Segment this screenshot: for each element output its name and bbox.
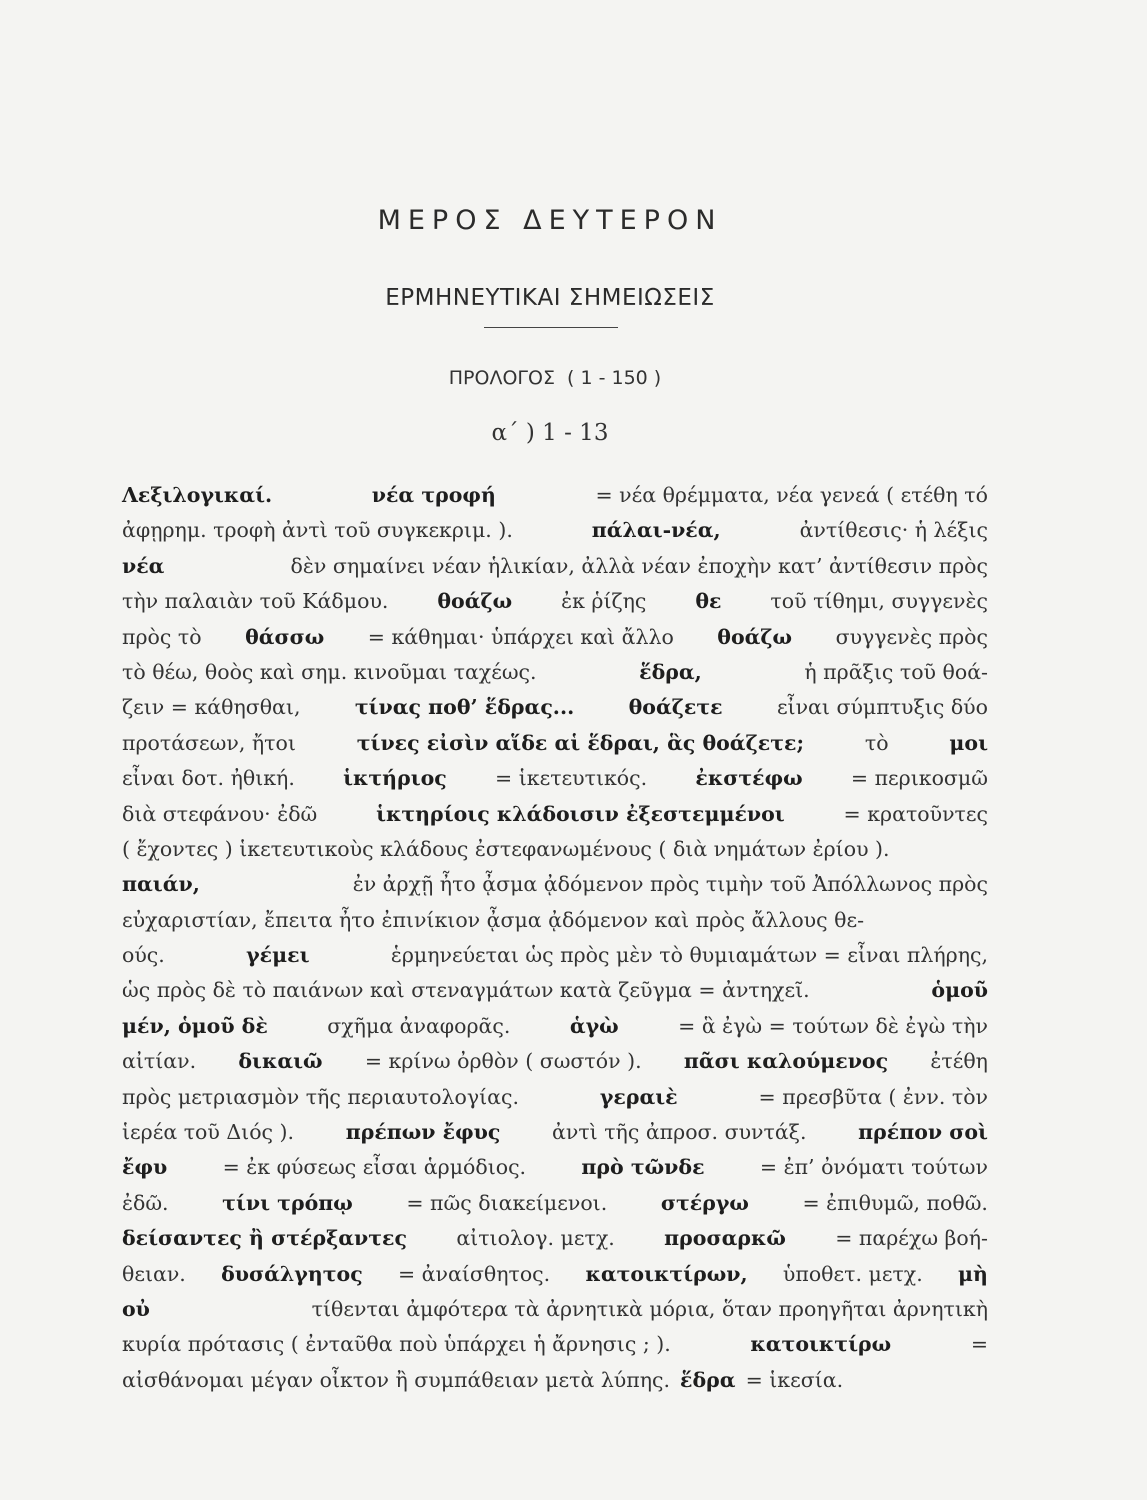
text-segment: ὡς πρὸς δὲ τὸ παιάνων καὶ στεναγμάτων κατὰ ζεῦγμα = ἀντηχεῖ. xyxy=(122,978,810,1003)
verse-heading: α΄ ) 1 - 13 xyxy=(491,420,609,446)
headword: ἁγὼ xyxy=(569,1013,619,1038)
text-line xyxy=(122,761,988,796)
text-segment: προτάσεων, ἤτοι xyxy=(122,730,296,755)
headword: ὁμοῦ xyxy=(931,978,988,1003)
text-segment: = ἐπ’ ὀνόματι τούτων xyxy=(759,1155,988,1180)
text-segment: θειαν. xyxy=(122,1261,186,1286)
headword: πρὸ τῶνδε xyxy=(581,1155,705,1180)
text-segment: ὑποθετ. μετχ. xyxy=(782,1261,923,1286)
headword: κατοικτίρων, xyxy=(585,1261,748,1286)
text-segment: ούς. xyxy=(122,943,165,968)
headword: ἕδρα, xyxy=(639,659,702,684)
text-segment: = ἱκεσία. xyxy=(745,1367,844,1392)
text-segment: σχῆμα ἀναφορᾶς. xyxy=(327,1013,511,1038)
text-segment: συγγενὲς πρὸς xyxy=(835,624,988,649)
text-line xyxy=(122,938,988,973)
headword: ἱκτηρίοις κλάδοισιν ἐξεστεμμένοι xyxy=(376,801,785,826)
text-segment: = xyxy=(970,1332,988,1357)
text-segment: τὸ xyxy=(864,730,889,755)
text-segment: = κρατοῦντες xyxy=(843,801,988,826)
text-line xyxy=(122,1009,988,1044)
headword: στέργω xyxy=(660,1190,749,1215)
text-line xyxy=(122,549,988,584)
text-line xyxy=(122,1363,988,1398)
text-line xyxy=(122,1150,988,1185)
subsection-label: ΠΡΟΛΟΓΟΣ xyxy=(448,367,555,389)
text-segment: ἡ πρᾶξις τοῦ θοά- xyxy=(804,659,988,684)
text-line xyxy=(122,832,988,867)
commentary-body xyxy=(122,478,988,1398)
text-segment: ἱερέα τοῦ Διός ). xyxy=(122,1120,295,1145)
text-segment: ἐν ἀρχῇ ἦτο ᾆσμα ᾀδόμενον πρὸς τιμὴν τοῦ Ἀπόλλωνος πρὸς xyxy=(352,872,988,897)
headword: θε xyxy=(695,589,722,614)
headword: πρέπον σοὶ xyxy=(858,1120,988,1145)
part-title: ΜΕΡΟΣ ΔΕΥΤΕΡΟΝ xyxy=(377,205,723,236)
text-line xyxy=(122,726,988,761)
text-line xyxy=(122,867,988,902)
text-line xyxy=(122,1186,988,1221)
text-segment: = ἱκετευτικός. xyxy=(495,766,648,791)
text-segment: εἶναι δοτ. ἠθική. xyxy=(122,766,295,791)
headword: προσαρκῶ xyxy=(664,1226,786,1251)
text-segment: = κάθημαι· ὑπάρχει καὶ ἄλλο xyxy=(367,624,674,649)
headword: μοι xyxy=(949,730,988,755)
text-segment: = ἀναίσθητος. xyxy=(397,1261,551,1286)
text-line xyxy=(122,1080,988,1115)
text-segment: τίθενται ἀμφότερα τὰ ἀρνητικὰ μόρια, ὅταν προηγῆται ἀρνητικὴ xyxy=(311,1296,988,1321)
text-line xyxy=(122,1257,988,1292)
text-segment: = ἐπιθυμῶ, ποθῶ. xyxy=(802,1190,988,1215)
headword: πᾶσι καλούμενος xyxy=(683,1049,889,1074)
text-line xyxy=(122,1044,988,1079)
headword: ἔφυ xyxy=(122,1155,168,1180)
text-segment: αἰτίαν. xyxy=(122,1049,197,1074)
text-line xyxy=(122,584,988,619)
text-segment: ἐδῶ. xyxy=(122,1190,169,1215)
text-segment: εἶναι σύμπτυξις δύο xyxy=(776,695,988,720)
headword: μέν, ὁμοῦ δὲ xyxy=(122,1013,268,1038)
text-segment: πρὸς τὸ xyxy=(122,624,202,649)
text-line xyxy=(122,478,988,513)
text-segment: = ἃ ἐγὼ = τούτων δὲ ἐγὼ τὴν xyxy=(678,1013,988,1038)
text-line xyxy=(122,797,988,832)
text-line xyxy=(122,1221,988,1256)
text-line xyxy=(122,655,988,690)
headword: δικαιῶ xyxy=(238,1049,323,1074)
headword: νέα τροφή xyxy=(371,483,496,507)
headword: δείσαντες ἢ στέρξαντες xyxy=(122,1226,407,1251)
headword: μὴ xyxy=(958,1261,988,1286)
headword: πάλαι-νέα, xyxy=(591,518,721,543)
headword: ἕδρα xyxy=(680,1367,736,1392)
headword: γέμει xyxy=(246,943,310,968)
text-segment: = νέα θρέμματα, νέα γενεά ( ετέθη τό xyxy=(595,483,988,507)
text-segment: = παρέχω βοή- xyxy=(835,1226,988,1251)
section-title: ΕΡΜΗΝΕΥΤΙΚΑΙ ΣΗΜΕΙΩΣΕΙΣ xyxy=(385,285,715,311)
headword: Λεξιλογικαί. xyxy=(122,483,273,507)
text-segment: κυρία πρότασις ( ἐνταῦθα ποὺ ὑπάρχει ἡ ἄρνησις ; ). xyxy=(122,1332,671,1357)
title-rule xyxy=(484,327,618,328)
text-line xyxy=(122,1115,988,1150)
headword: θάσσω xyxy=(245,624,325,649)
headword: τίνες εἰσὶν αἵδε αἱ ἕδραι, ἃς θοάζετε; xyxy=(356,730,805,755)
headword: γεραιὲ xyxy=(599,1084,678,1109)
subsection-title xyxy=(0,367,1110,389)
headword: τίνας ποθ’ ἕδρας... xyxy=(354,695,575,720)
text-segment: τὸ θέω, θοὸς καὶ σημ. κινοῦμαι ταχέως. xyxy=(122,659,537,684)
headword: ἱκτήριος xyxy=(343,766,447,791)
text-segment: ἀντὶ τῆς ἀπροσ. συντάξ. xyxy=(552,1120,807,1145)
text-segment: τοῦ τίθημι, συγγενὲς xyxy=(770,589,988,614)
text-segment: αἰσθάνομαι μέγαν οἶκτον ἢ συμπάθειαν μετὰ λύπης. xyxy=(122,1367,671,1392)
text-line xyxy=(122,903,988,938)
text-segment: ἀντίθεσις· ἡ λέξις xyxy=(799,518,988,543)
text-segment: εὐχαριστίαν, ἔπειτα ἦτο ἐπινίκιον ᾆσμα ᾀδόμενον καὶ πρὸς ἄλλους θε- xyxy=(122,907,865,932)
headword: παιάν, xyxy=(122,872,200,897)
text-line xyxy=(122,513,988,548)
text-segment: δὲν σημαίνει νέαν ἡλικίαν, ἀλλὰ νέαν ἐποχὴν κατ’ ἀντίθεσιν πρὸς xyxy=(290,553,988,578)
headword: πρέπων ἔφυς xyxy=(345,1120,501,1145)
headword: τίνι τρόπῳ xyxy=(222,1190,353,1215)
headword: θοάζω xyxy=(437,589,513,614)
headword: ἐκστέφω xyxy=(695,766,803,791)
text-segment: = ἐκ φύσεως εἶσαι ἁρμόδιος. xyxy=(222,1155,527,1180)
text-segment: ἑρμηνεύεται ὡς πρὸς μὲν τὸ θυμιαμάτων = εἶναι πλήρης, xyxy=(390,943,988,968)
headword: θοάζετε xyxy=(628,695,723,720)
text-line xyxy=(122,973,988,1008)
headword: κατοικτίρω xyxy=(750,1332,892,1357)
text-segment: = πρεσβῦτα ( ἐνν. τὸν xyxy=(758,1084,988,1109)
text-segment: διὰ στεφάνου· ἐδῶ xyxy=(122,801,318,826)
text-line xyxy=(122,690,988,725)
text-segment: ἐκ ῥίζης xyxy=(561,589,647,614)
text-segment: πρὸς μετριασμὸν τῆς περιαυτολογίας. xyxy=(122,1084,519,1109)
text-segment: = πῶς διακείμενοι. xyxy=(406,1190,608,1215)
text-segment: αἰτιολογ. μετχ. xyxy=(456,1226,615,1251)
text-segment: ζειν = κάθησθαι, xyxy=(122,695,301,720)
headword: δυσάλγητος xyxy=(221,1261,363,1286)
text-line xyxy=(122,1327,988,1362)
text-segment: = περικοσμῶ xyxy=(850,766,988,791)
subsection-range: ( 1 - 150 ) xyxy=(567,367,662,389)
text-segment: ἐτέθη xyxy=(930,1049,988,1074)
headword: οὐ xyxy=(122,1296,150,1321)
text-line xyxy=(122,1292,988,1327)
text-segment: ἀφῃρημ. τροφὴ ἀντὶ τοῦ συγκεκριμ. ). xyxy=(122,518,513,543)
headword: θοάζω xyxy=(717,624,793,649)
headword: νέα xyxy=(122,553,165,578)
text-segment: ( ἔχοντες ) ἱκετευτικοὺς κλάδους ἐστεφανωμένους ( διὰ νημάτων ἐρίου ). xyxy=(122,836,890,861)
text-line xyxy=(122,620,988,655)
text-segment: = κρίνω ὀρθὸν ( σωστόν ). xyxy=(364,1049,642,1074)
text-segment: τὴν παλαιὰν τοῦ Κάδμου. xyxy=(122,589,389,614)
